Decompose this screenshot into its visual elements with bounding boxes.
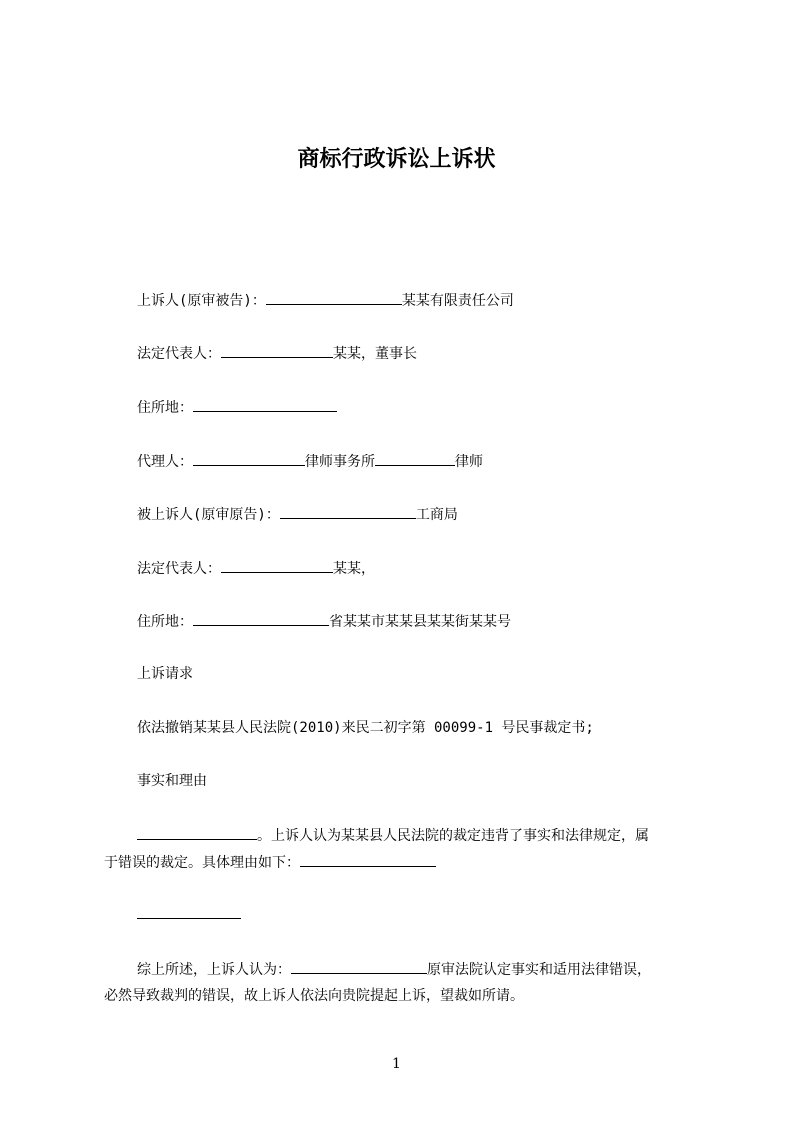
facts-heading: 事实和理由 — [137, 773, 207, 789]
facts-text-2: 于错误的裁定。具体理由如下： — [104, 855, 300, 871]
fill-blank — [137, 825, 257, 840]
agent-firm: 律师事务所 — [305, 454, 375, 470]
appellee-rep-value: 某某， — [333, 561, 375, 577]
conclusion-text-1b: 原审法院认定事实和适用法律错误， — [427, 962, 651, 978]
facts-line-2 — [104, 852, 436, 873]
appellee-line — [137, 504, 458, 525]
appellant-name: 某某有限责任公司 — [401, 293, 514, 309]
fill-blank — [193, 397, 337, 412]
agent-label: 代理人： — [137, 454, 193, 470]
appellee-rep-line — [137, 558, 375, 579]
conclusion-line-2: 必然导致裁判的错误，故上诉人依法向贵院提起上诉，望裁如所请。 — [104, 988, 524, 1004]
appellee-name: 工商局 — [415, 507, 458, 523]
appellant-rep-line — [137, 343, 417, 364]
appellee-label: 被上诉人(原审原告)： — [137, 507, 280, 523]
agent-title: 律师 — [455, 454, 483, 470]
fill-blank — [375, 451, 455, 466]
appellant-address-label: 住所地： — [137, 400, 193, 416]
request-heading: 上诉请求 — [137, 666, 193, 682]
appellant-address-line — [137, 397, 337, 418]
facts-blank-line — [137, 904, 241, 925]
fill-blank — [280, 504, 416, 519]
fill-blank — [291, 959, 427, 974]
conclusion-text-1a: 综上所述，上诉人认为： — [137, 962, 291, 978]
fill-blank — [193, 611, 329, 626]
appellee-address-value: 省某某市某某县某某街某某号 — [329, 614, 511, 630]
fill-blank — [193, 451, 305, 466]
appellee-address-label: 住所地： — [137, 614, 193, 630]
fill-blank — [137, 904, 241, 919]
fill-blank — [221, 343, 333, 358]
facts-text-1: 。上诉人认为某某县人民法院的裁定违背了事实和法律规定，属 — [257, 828, 649, 844]
fill-blank — [221, 558, 333, 573]
facts-line-1 — [137, 825, 649, 846]
fill-blank — [300, 852, 436, 867]
appellee-rep-label: 法定代表人： — [137, 561, 221, 577]
fill-blank — [266, 290, 402, 305]
page-number: 1 — [392, 1056, 401, 1072]
appellant-rep-value: 某某，董事长 — [333, 346, 417, 362]
request-text: 依法撤销某某县人民法院(2010)来民二初字第 00099-1 号民事裁定书; — [137, 720, 594, 736]
document-title: 商标行政诉讼上诉状 — [297, 147, 496, 172]
appellant-line — [137, 290, 514, 311]
conclusion-line-1 — [137, 959, 651, 980]
appellee-address-line — [137, 611, 511, 632]
appellant-rep-label: 法定代表人： — [137, 346, 221, 362]
agent-line — [137, 451, 483, 472]
appellant-label: 上诉人(原审被告)： — [137, 293, 266, 309]
